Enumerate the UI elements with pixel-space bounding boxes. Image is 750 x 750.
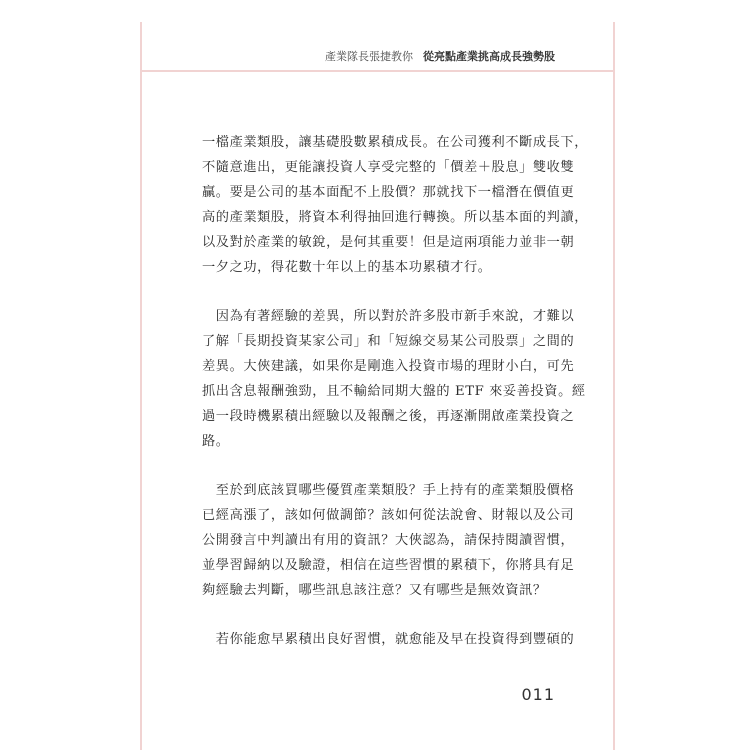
page-number: 011	[521, 685, 555, 704]
text-line: 差異。大俠建議，如果你是剛進入投資市場的理財小白，可先	[202, 359, 575, 374]
text-line: 已經高漲了，該如何做調節？該如何從法說會、財報以及公司	[202, 508, 575, 523]
text-line: 高的產業類股，將資本利得抽回進行轉換。所以基本面的判讀，	[202, 210, 589, 225]
paragraph-2	[202, 304, 586, 454]
text-line: 過一段時機累積出經驗以及報酬之後，再逐漸開啟產業投資之	[202, 409, 575, 424]
text-line: 一檔產業類股，讓基礎股數累積成長。在公司獲利不斷成長下，	[202, 135, 589, 150]
text-line: 至於到底該買哪些優質產業類股？手上持有的產業類股價格	[202, 483, 575, 498]
body-text	[202, 130, 589, 652]
running-header	[142, 44, 613, 72]
text-line: 公開發言中判讀出有用的資訊？大俠認為，請保持閱讀習慣，	[202, 533, 575, 548]
text-line: 了解「長期投資某家公司」和「短線交易某公司股票」之間的	[202, 334, 575, 349]
text-line: 一夕之功，得花數十年以上的基本功累積才行。	[202, 260, 492, 275]
text-line: 並學習歸納以及驗證，相信在這些習慣的累積下，你將具有足	[202, 558, 575, 573]
text-line: 以及對於產業的敏銳，是何其重要！但是這兩項能力並非一朝	[202, 235, 575, 250]
paragraph-gap	[202, 280, 562, 304]
text-line: 因為有著經驗的差異，所以對於許多股市新手來說，才難以	[202, 309, 575, 324]
paragraph-gap	[202, 603, 562, 627]
text-line: 路。	[202, 434, 230, 449]
text-line: 若你能愈早累積出良好習慣，就愈能及早在投資得到豐碩的	[202, 632, 575, 647]
book-page	[140, 22, 615, 750]
text-line: 贏。要是公司的基本面配不上股價？那就找下一檔潛在價值更	[202, 185, 575, 200]
header-series-title: 產業隊長張捷教你	[325, 50, 413, 63]
paragraph-3	[202, 478, 575, 603]
paragraph-gap	[202, 454, 562, 478]
paragraph-4	[202, 627, 575, 652]
header-book-title: 從亮點產業挑高成長強勢股	[423, 50, 555, 63]
text-line: 不隨意進出，更能讓投資人享受完整的「價差＋股息」雙收雙	[202, 160, 575, 175]
text-line: 夠經驗去判斷，哪些訊息該注意？又有哪些是無效資訊？	[202, 583, 547, 598]
header-text	[325, 48, 555, 64]
text-line: 抓出含息報酬強勁，且不輸給同期大盤的 ETF 來妥善投資。經	[202, 384, 586, 399]
paragraph-1	[202, 130, 589, 280]
